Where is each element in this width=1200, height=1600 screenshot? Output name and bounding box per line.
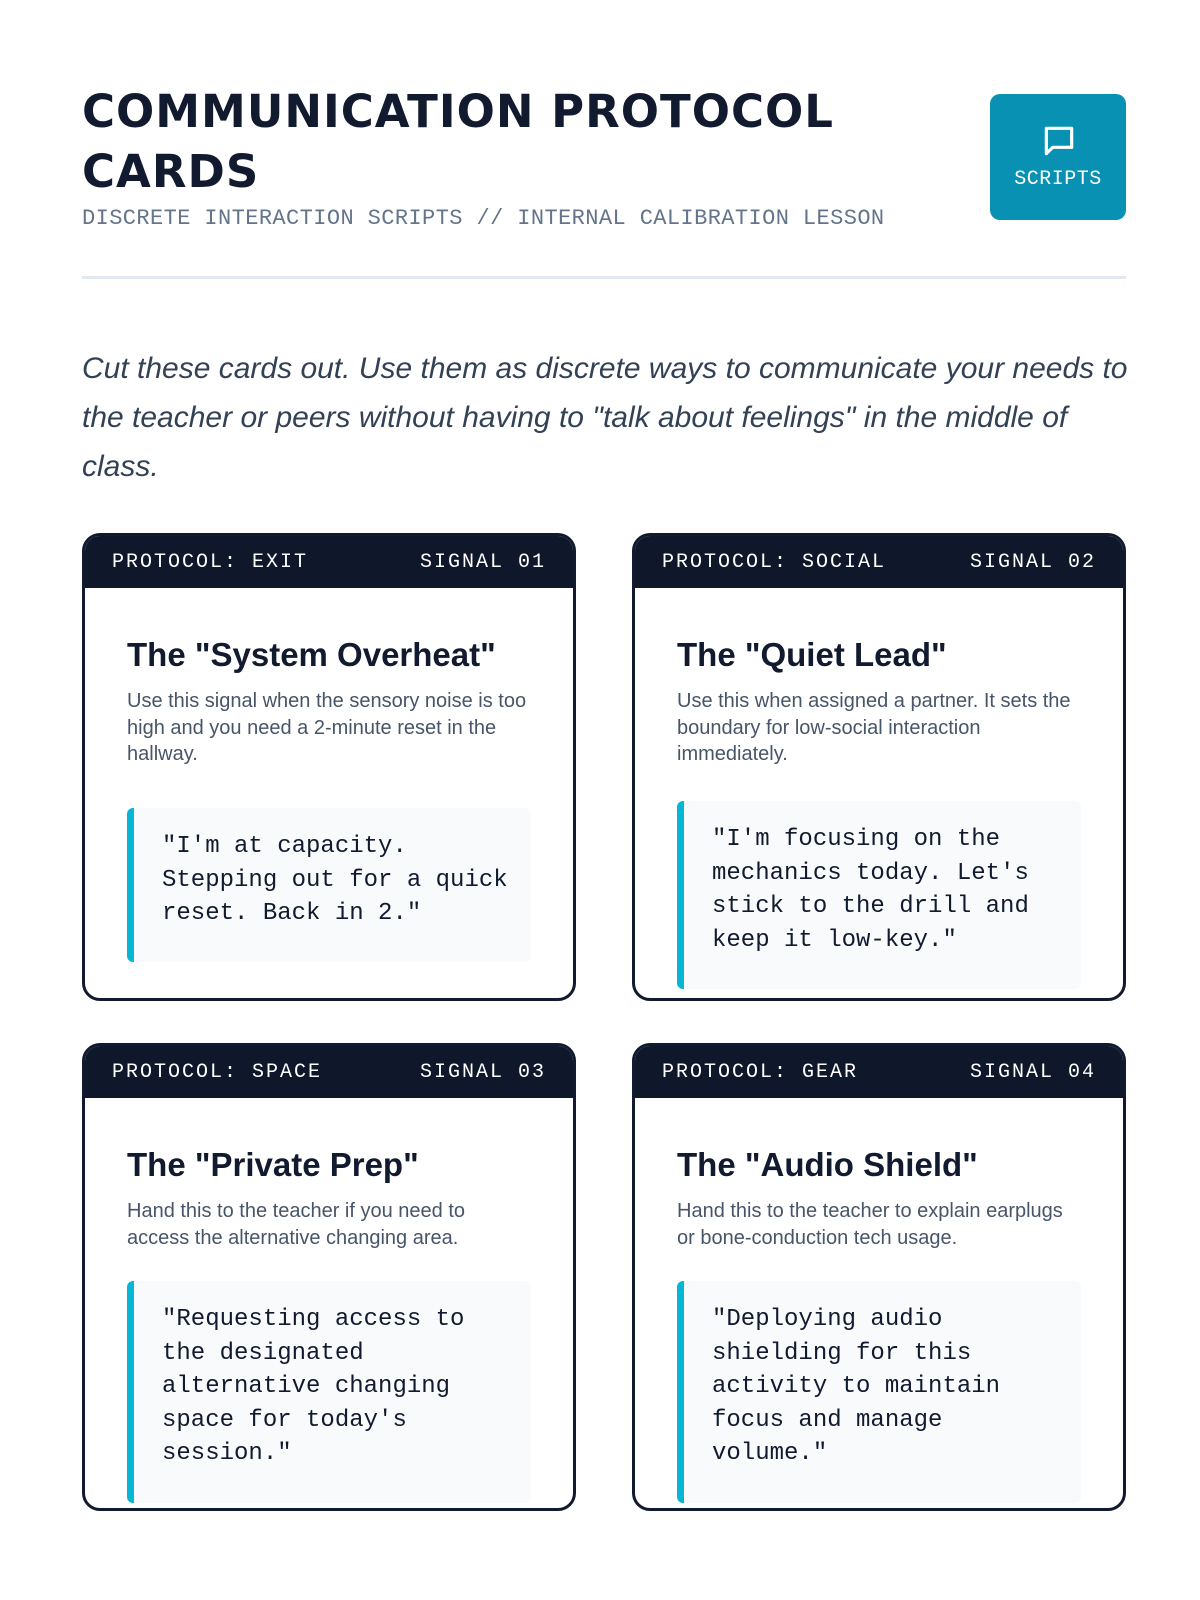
protocol-card-gear <box>632 1043 1126 1511</box>
card-script-quote: "I'm focusing on the mechanics today. Let's stick to the drill and keep it low-key." <box>677 801 1081 989</box>
card-header <box>85 536 573 588</box>
page-header <box>82 82 1126 230</box>
card-protocol: PROTOCOL: SPACE <box>112 1061 323 1084</box>
page-title: COMMUNICATION PROTOCOL CARDS <box>82 85 834 198</box>
card-title: The "System Overheat" <box>127 636 496 673</box>
card-signal: SIGNAL 01 <box>419 551 546 574</box>
card-body <box>677 1146 1081 1251</box>
protocol-card-space <box>82 1043 576 1511</box>
card-protocol: PROTOCOL: GEAR <box>662 1061 859 1084</box>
card-description: Hand this to the teacher if you need to access the alternative changing area. <box>127 1200 465 1249</box>
card-title: The "Quiet Lead" <box>677 636 947 673</box>
card-header <box>85 1046 573 1098</box>
card-title: The "Audio Shield" <box>677 1146 978 1183</box>
card-signal: SIGNAL 04 <box>969 1061 1096 1084</box>
card-script-quote: "Deploying audio shielding for this activity to maintain focus and manage volume." <box>677 1281 1081 1503</box>
protocol-card-exit <box>82 533 576 1001</box>
speech-bubble-icon <box>1040 122 1078 160</box>
card-description: Hand this to the teacher to explain earplugs or bone-conduction tech usage. <box>677 1200 1063 1249</box>
card-header <box>635 536 1123 588</box>
card-signal: SIGNAL 02 <box>969 551 1096 574</box>
card-title: The "Private Prep" <box>127 1146 419 1183</box>
scripts-badge <box>990 94 1126 220</box>
card-body <box>677 636 1081 768</box>
card-description: Use this signal when the sensory noise is too high and you need a 2-minute reset in the hallway. <box>127 690 527 765</box>
card-protocol: PROTOCOL: SOCIAL <box>662 551 887 574</box>
scripts-badge-label: SCRIPTS <box>1014 168 1102 191</box>
card-script-quote: "I'm at capacity. Stepping out for a quick reset. Back in 2." <box>127 808 531 962</box>
card-header <box>635 1046 1123 1098</box>
header-divider <box>82 276 1126 279</box>
intro-text: Cut these cards out. Use them as discrete ways to communicate your needs to the teacher or peers without having to "talk about feelings" in the middle of class. <box>82 352 1128 483</box>
card-description: Use this when assigned a partner. It sets the boundary for low-social interaction immediately. <box>677 690 1071 765</box>
card-body <box>127 636 531 768</box>
card-body <box>127 1146 531 1251</box>
page-subtitle: DISCRETE INTERACTION SCRIPTS // INTERNAL CALIBRATION LESSON <box>82 206 885 231</box>
card-script-quote: "Requesting access to the designated alternative changing space for today's session." <box>127 1281 531 1503</box>
card-signal: SIGNAL 03 <box>419 1061 546 1084</box>
card-protocol: PROTOCOL: EXIT <box>112 551 309 574</box>
protocol-card-social <box>632 533 1126 1001</box>
